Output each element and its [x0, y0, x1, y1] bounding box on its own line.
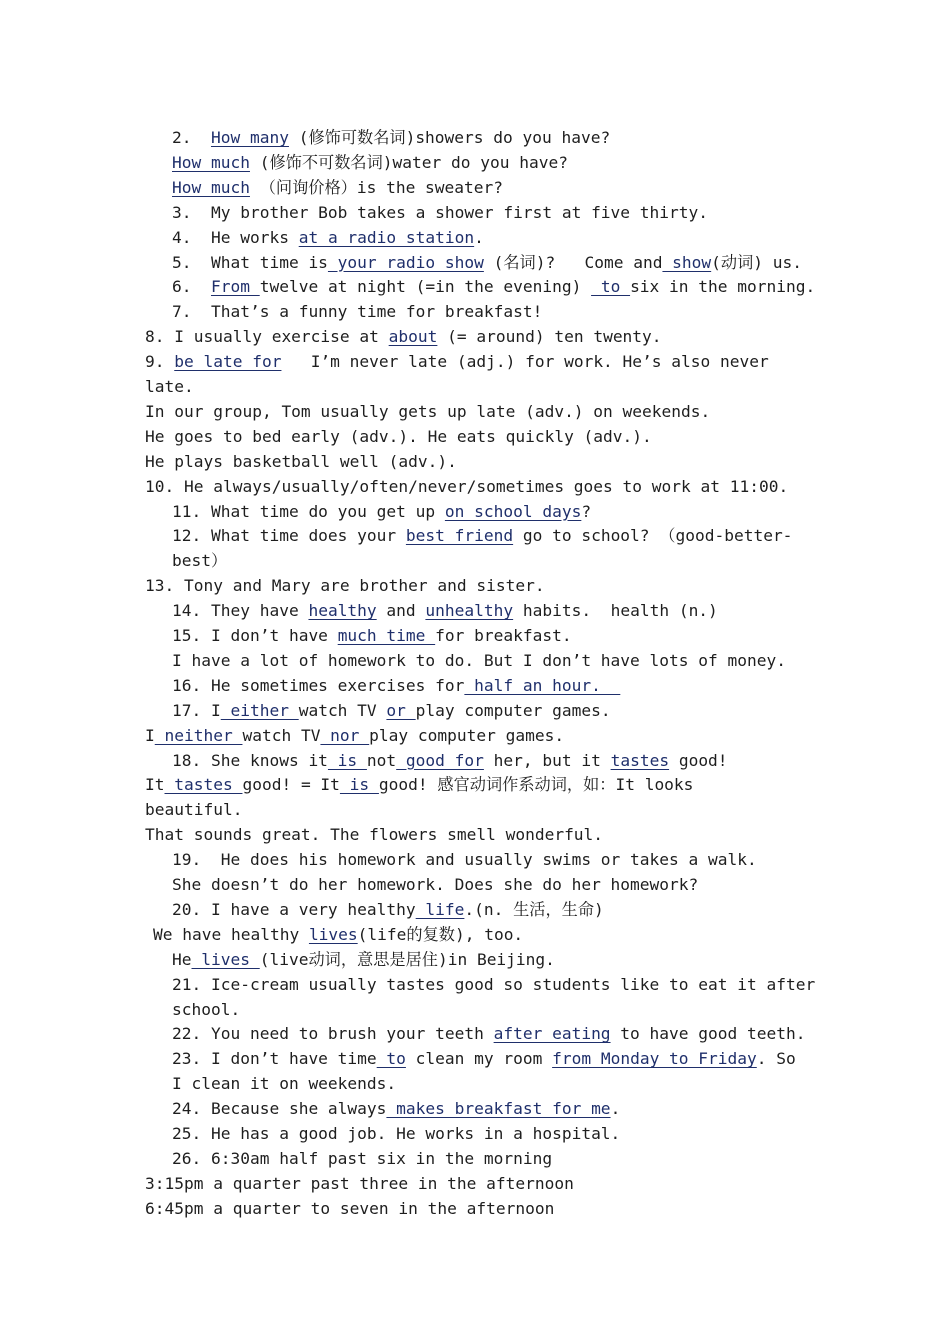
underlined-phrase: half an hour. [464, 675, 621, 695]
text-line [145, 399, 825, 424]
text-run: for breakfast. [435, 626, 572, 645]
underlined-phrase: your radio show [327, 252, 484, 272]
underlined-phrase: good for [396, 750, 484, 770]
text-line [145, 349, 825, 374]
underlined-phrase: either [220, 700, 299, 720]
text-line [172, 698, 852, 723]
text-run: 12. What time does your [172, 526, 406, 546]
text-run: (动词) us. [711, 252, 803, 272]
text-line [145, 1171, 825, 1196]
text-run: 9. [145, 352, 175, 372]
text-line [172, 1071, 852, 1096]
underlined-phrase: lives [308, 924, 358, 944]
text-run: 10. He always/usually/often/never/sometimes goes to work at 11:00. [145, 476, 789, 496]
text-run: watch TV [298, 700, 387, 720]
underlined-phrase: How much [172, 152, 250, 172]
text-line [145, 1196, 825, 1221]
text-run: good! 感官动词作系动词，如：It looks [378, 775, 694, 795]
text-line [172, 1096, 852, 1121]
text-run: 20. I have a very healthy [172, 899, 416, 919]
text-run: (名词)? Come and [483, 252, 663, 272]
underlined-phrase: on school days [444, 501, 582, 521]
text-run: He plays basketball well (adv.). [145, 451, 457, 471]
underlined-phrase: is [339, 775, 379, 795]
underlined-phrase: show [662, 252, 712, 272]
underlined-phrase: at a radio station [298, 227, 475, 247]
text-run: late. [145, 377, 194, 396]
text-run: He [172, 949, 192, 969]
text-line [172, 623, 852, 648]
text-run: 8. I usually exercise at [145, 327, 389, 347]
text-run: best） [172, 551, 228, 571]
text-run: 21. Ice-cream usually tastes good so students like to eat it after [172, 974, 816, 994]
underlined-phrase: healthy [308, 601, 377, 621]
text-line [145, 573, 825, 598]
underlined-phrase: life [415, 899, 465, 919]
underlined-phrase: How much [172, 177, 250, 197]
underlined-phrase: neither [154, 725, 243, 745]
text-line [172, 1146, 852, 1171]
text-line [145, 449, 825, 474]
text-line [153, 922, 833, 947]
underlined-phrase: How many [210, 128, 289, 147]
text-run: . [474, 227, 484, 247]
underlined-phrase: tastes [610, 750, 670, 770]
text-line [172, 872, 852, 897]
text-run: habits. health (n.) [513, 601, 718, 621]
text-run: 5. What time is [172, 252, 328, 272]
text-run: clean my room [405, 1049, 553, 1069]
text-run: good! [669, 750, 728, 770]
text-run: I’m never late (adj.) for work. He’s also never [281, 352, 769, 372]
text-line [172, 997, 852, 1022]
text-line [172, 598, 852, 623]
text-run: and [376, 601, 426, 621]
text-run: It [145, 775, 165, 795]
text-line [145, 723, 825, 748]
text-run: not [366, 750, 397, 770]
text-run: ? [581, 501, 592, 521]
text-run: 19. He does his homework and usually swims or takes a walk. [172, 850, 757, 870]
text-run: 17. I [172, 700, 221, 720]
text-line [172, 972, 852, 997]
text-run: 24. Because she always [172, 1099, 387, 1119]
text-run: That sounds great. The flowers smell wonderful. [145, 825, 604, 845]
text-run: I clean it on weekends. [172, 1074, 397, 1094]
text-run: 14. They have [172, 601, 309, 621]
underlined-phrase: from Monday to Friday [552, 1049, 757, 1069]
text-line [172, 225, 852, 250]
text-line [172, 947, 852, 972]
text-run: 6. [172, 277, 211, 297]
text-run: her, but it [483, 750, 611, 770]
text-line [172, 250, 852, 275]
text-line [172, 748, 852, 773]
text-run: beautiful. [145, 800, 243, 820]
text-line [145, 374, 825, 399]
underlined-phrase: best friend [405, 526, 514, 546]
text-line [145, 822, 825, 847]
text-line [172, 299, 852, 324]
text-line [172, 897, 852, 922]
text-run: 16. He sometimes exercises for [172, 675, 465, 695]
underlined-phrase: or [386, 700, 416, 720]
underlined-phrase: unhealthy [425, 601, 514, 621]
text-run: 3. My brother Bob takes a shower first at five thirty. [172, 202, 709, 222]
text-line [172, 548, 852, 573]
text-run: （问询价格）is the sweater? [249, 177, 504, 197]
text-run: She doesn’t do her homework. Does she do her homework? [172, 875, 699, 894]
text-line [145, 474, 825, 499]
text-run: watch TV [242, 725, 321, 745]
text-run: 22. You need to brush your teeth [172, 1024, 494, 1044]
underlined-phrase: to [376, 1049, 406, 1069]
text-run: 7. That’s a funny time for breakfast! [172, 302, 543, 322]
text-line [172, 673, 852, 698]
text-run: (修饰可数名词)showers do you have? [288, 128, 611, 147]
text-run: 13. Tony and Mary are brother and sister. [145, 576, 545, 596]
text-line [172, 175, 852, 200]
text-line [145, 797, 825, 822]
text-run: twelve at night (=in the evening) [259, 277, 592, 297]
text-run: to have good teeth. [610, 1024, 806, 1044]
text-run: 18. She knows it [172, 750, 328, 770]
text-line [172, 274, 852, 299]
text-run: (live动词，意思是居住)in Beijing. [259, 949, 555, 969]
text-run: 23. I don’t have time [172, 1049, 377, 1069]
text-line [145, 772, 825, 797]
text-run: 26. 6:30am half past six in the morning [172, 1148, 553, 1168]
text-run: 6:45pm a quarter to seven in the afternoon [145, 1198, 555, 1218]
text-line [172, 523, 852, 548]
text-run: He goes to bed early (adv.). He eats quickly (adv.). [145, 426, 652, 446]
text-line [172, 200, 852, 225]
text-run: six in the morning. [630, 277, 816, 297]
text-line [145, 424, 825, 449]
text-run: (修饰不可数名词)water do you have? [249, 152, 568, 172]
text-run: 2. [172, 128, 211, 147]
underlined-phrase: to [591, 277, 631, 297]
text-run: school. [172, 999, 241, 1019]
underlined-phrase: makes breakfast for me [386, 1099, 611, 1119]
text-run: 15. I don’t have [172, 626, 338, 645]
text-line [172, 150, 852, 175]
text-run: I [145, 725, 155, 745]
text-run: 25. He has a good job. He works in a hospital. [172, 1124, 621, 1143]
underlined-phrase: tastes [164, 775, 243, 795]
text-run: .(n. 生活，生命) [464, 899, 604, 919]
underlined-phrase: be late for [174, 352, 282, 372]
text-run: . So [756, 1049, 796, 1069]
text-line [172, 125, 852, 150]
text-run: We have healthy [153, 924, 309, 944]
underlined-phrase: is [327, 750, 367, 770]
text-run: In our group, Tom usually gets up late (adv.) on weekends. [145, 401, 711, 421]
text-run: good! = It [242, 775, 340, 795]
text-run: . [610, 1099, 621, 1119]
underlined-phrase: lives [191, 949, 260, 969]
text-line [172, 499, 852, 524]
underlined-phrase: after eating [493, 1024, 611, 1044]
text-line [145, 324, 825, 349]
text-run: go to school? （good-better- [513, 526, 793, 546]
underlined-phrase: about [388, 327, 438, 347]
underlined-phrase: nor [320, 725, 370, 745]
underlined-phrase: much time [337, 626, 436, 645]
text-run: (life的复数), too. [357, 924, 524, 944]
text-run: 11. What time do you get up [172, 501, 445, 521]
text-line [172, 847, 852, 872]
text-line [172, 648, 852, 673]
text-line [172, 1021, 852, 1046]
text-run: play computer games. [415, 700, 611, 720]
underlined-phrase: From [210, 277, 260, 297]
text-run: (= around) ten twenty. [437, 327, 662, 347]
text-line [172, 1121, 852, 1146]
text-run: play computer games. [369, 725, 565, 745]
text-line [172, 1046, 852, 1071]
text-run: 3:15pm a quarter past three in the afternoon [145, 1173, 574, 1193]
text-run: I have a lot of homework to do. But I don’t have lots of money. [172, 650, 786, 670]
text-run: 4. He works [172, 227, 299, 247]
